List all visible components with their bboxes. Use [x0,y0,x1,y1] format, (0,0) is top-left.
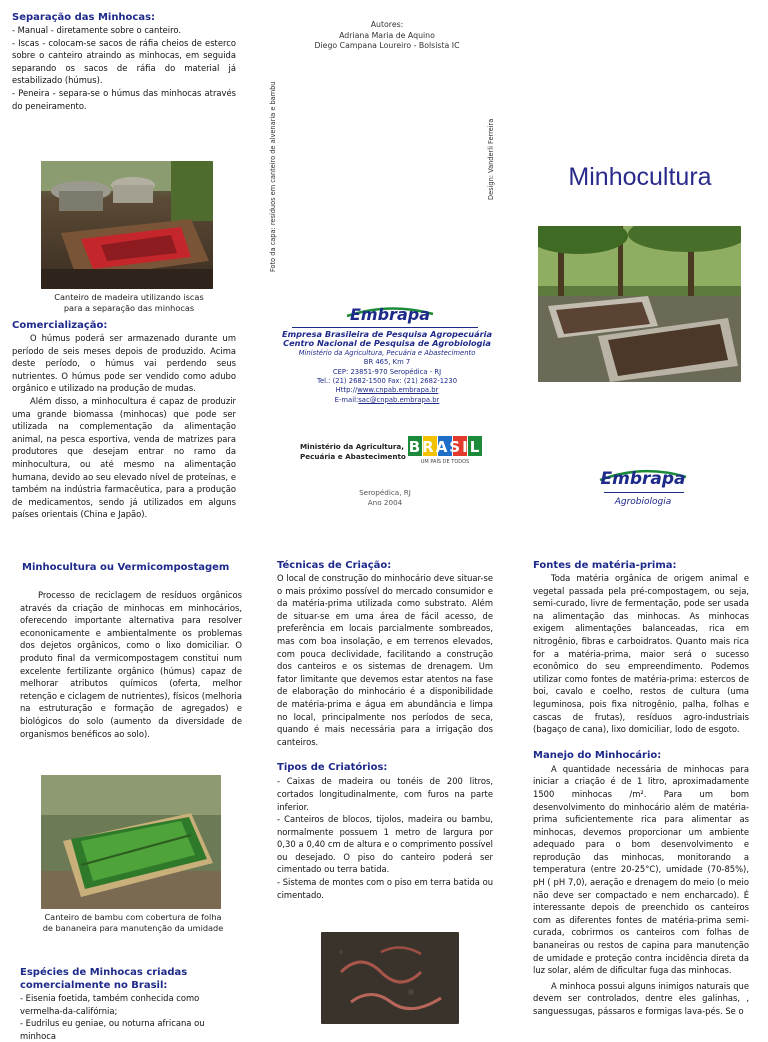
photo-minhocas [321,932,459,1024]
fontes-paragraph: Toda matéria orgânica de origem animal e vegetal passada pela pré-compostagem, ou seja, semi-curado, livre de fermentação, pode ser usada na alimentação das minhocas. As minhocas exigem alimentações balanceadas, rica em nitrogênio, fibras e carboidratos. Quanto mais rica for a matéria-prima, maior será o sucesso econômico do seu empreendimento. Podemos utilizar como fontes de matéria-prima: estercos de boi, cavalo e coelho, restos de cultura (uma leguminosa, pois fixa nitrogênio, palha, folhas e cascas de frutas), resíduos agro-industriais (bagaço de cana), lixo domiciliar, lodo de esgoto. [533,573,749,735]
ministry-line-2: Pecuária e Abastecimento [300,452,406,461]
org-line-1: Empresa Brasileira de Pesquisa Agropecuária [282,329,492,339]
tecnicas-paragraph: O local de construção do minhocário deve situar-se o mais próximo possível do mercado consumidor e da matéria-prima utilizada como substrato. Além de situar-se em uma área de fácil acesso, de preferência em locais parcialmente sombreados, mas com boa insolação, e em terrenos elevados, com pouca declividade, facilitando a construção dos canteiros e os sistemas de drenagem. Um fator limitante que devemos estar atentos na fase de elaboração do minhocário é a disponibilidade de matéria-prima e água em abundância e limpa no local, principalmente nos períodos de seca, quando é mais necessária para a irrigação dos canteiros. [277,573,493,747]
tipos-line-3: - Sistema de montes com o piso em terra batida ou cimentado. [277,877,493,900]
especies-line-2: - Eudrilus eu geniae, ou noturna africana ou minhoca [20,1018,205,1041]
address-line-1: BR 465, Km 7 [363,358,411,367]
embrapa-logo-middle [345,298,435,324]
email-link[interactable]: sac@cnpab.embrapa.br [358,395,440,404]
author-2: Diego Campana Loureiro - Bolsista IC [314,41,460,50]
especies-line-1: - Eisenia foetida, também conhecida como vermelha-da-califórnia; [20,993,200,1016]
especies-section [20,966,242,1042]
fontes-title: Fontes de matéria-prima: [533,560,677,571]
comercializacao-title: Comercialização: [12,320,108,331]
org-divider [292,327,478,328]
comercializacao-paragraph-2: Além disso, a minhocultura é capaz de produzir uma grande biomassa (minhocas) que pode ser utilizada na complementação da alimentação animal, na pesca esportiva, venda de matrizes para produtores que desejam entrar no ramo da minhocultura, ou até mesmo na alimentação humana, devido ao seu elevado nível de proteínas, e também na indústria farmacêutica, para a produção de medicamentos, sendo já utilizados em alguns países orientais (China e Japão). [12,395,236,520]
comercializacao-section [12,320,236,521]
photo-bambu-caption: Canteiro de bambu com cobertura de folha de bananeira para manutenção da umidade [42,912,224,933]
manejo-paragraph-2: A minhoca possui alguns inimigos naturais que devem ser controlados, dentre eles galinhas, , sanguessugas, pássaros e formigas lava-pés. Se o [533,980,749,1016]
http-label: Http:// [335,386,358,395]
tipos-title: Tipos de Criatórios: [277,762,388,774]
especies-title: Espécies de Minhocas criadas comercialmente no Brasil: [20,967,188,991]
manejo-paragraph-1: A quantidade necessária de minhocas para iniciar a criação é de 1 litro, aproximadamente 1500 minhocas /m². Para um bom desenvolvimento do minhocário além de matéria-prima suficientemente rica para alimentar as minhocas, devemos proporcionar um ambiente adequado para o bom desenvolvimento e reprodução das minhocas, monitorando a temperatura (entre 20-25°C), umidade (70-85%), pH ( pH 7,0), aeração e drenagem do meio (o meio não deve ser compactado e nem encharcado). É interessante depois de preenchido os canteiros com as diferentes fontes de matéria-prima semi-curada, cobrirmos os canteiros com folhas de bananeiras ou restos de capina para manutenção de umidade e proteção contra incidência direta da luz solar, além de dificultar fuga das minhocas. [533,763,749,976]
photo-iscas-canteiro [41,161,213,289]
place-year [330,488,440,508]
address-line-3: Tel.: (21) 2682-1500 Fax: (21) 2682-1230 [316,377,458,386]
cover-unit: Agrobiologia [614,497,672,507]
embrapa-logo-text: Embrapa [350,305,430,324]
embrapa-cover-logo-text: Embrapa [600,469,686,488]
org-line-2: Centro Nacional de Pesquisa de Agrobiologia [283,338,491,349]
email-label: E-mail: [334,395,359,404]
panel-bottom-right [533,560,749,1018]
ministry-logo [300,442,406,462]
authors-label: Autores: [370,20,404,29]
separacao-line-2: - Iscas - colocam-se sacos de ráfia cheios de esterco sobre o canteiro atraindo as minhocas, em seguida separando os sacos de ráfia do material já estabilizado (húmus). [12,37,236,86]
vermicompostagem-title: Minhocultura ou Vermicompostagem [22,562,230,573]
author-1: Adriana Maria de Aquino [339,30,435,40]
brasil-logo-text: BRASIL [408,438,482,456]
address-line-2: CEP: 23851-970 Seropédica - RJ [332,367,442,376]
place: Seropédica, RJ [359,488,411,497]
panel-bottom-left [20,562,242,740]
ministry-line-1: Ministério da Agricultura, [300,442,404,451]
comercializacao-paragraph-1: O húmus poderá ser armazenado durante um período de seis meses depois de produzido. Acima deste período, o húmus vai perdendo seus nutrientes. O húmus pode ser vendido como adubo orgânico e utilizado na produção de mudas. [12,333,236,394]
embrapa-logo-cover [598,460,688,488]
photo-bambu-bananeira [41,775,221,909]
photo-credit: Foto da capa: resíduos em canteiro de alvenaria e bambu [269,81,277,272]
website-link[interactable]: www.cnpab.embrapa.br [357,386,439,395]
tipos-line-1: - Caixas de madeira ou tonéis de 200 litros, cortados longitudinalmente, com furos na parte inferior. [277,776,493,812]
panel-top-left [12,12,236,112]
org-info [280,330,494,405]
cover-divider [604,492,684,493]
tecnicas-title: Técnicas de Criação: [277,560,392,571]
separacao-title: Separação das Minhocas: [12,12,156,23]
year: Ano 2004 [367,498,403,507]
photo-iscas-caption: Canteiro de madeira utilizando iscas para a separação das minhocas [54,292,204,313]
email-line [280,396,494,405]
panel-bottom-middle [277,560,493,901]
separacao-line-3: - Peneira - separa-se o húmus das minhocas através do peneiramento. [12,87,236,111]
cover-photo [538,226,741,382]
separacao-line-1: - Manual - diretamente sobre o canteiro. [12,25,182,35]
cover-title: Minhocultura [568,163,712,191]
brasil-tagline: UM PAÍS DE TODOS [420,459,470,465]
website-line [280,386,494,395]
org-line-3: Ministério da Agricultura, Pecuária e Abastecimento [298,348,476,357]
brasil-logo [408,436,488,466]
design-credit: Design: Vanderli Ferreira [487,118,495,200]
vermicompostagem-paragraph: Processo de reciclagem de resíduos orgânicos através da criação de minhocas em minhocários, oferecendo importante alternativa para resolver econonicamente e ambientalmente os problemas dos dejetos orgânicos, como o lixo domiciliar. O produto final da vermicompostagem constitui num excelente fertilizante orgânico (húmus) capaz de melhorar atributos químicos (oferta, melhor retenção e ciclagem de nutrientes), físicos (melhoria na estruturação e formação de agregados) e biológicos do solo (aumento da diversidade de organismos benéficos ao solo). [20,590,242,739]
authors-block [280,20,494,52]
tipos-line-2: - Canteiros de blocos, tijolos, madeira ou bambu, normalmente possuem 1 metro de largura por 0,30 a 0,40 cm de altura e o comprimento possível ou desejado. O piso do canteiro poderá ser cimentado ou terra batida. [277,814,493,875]
manejo-title: Manejo do Minhocário: [533,749,662,761]
